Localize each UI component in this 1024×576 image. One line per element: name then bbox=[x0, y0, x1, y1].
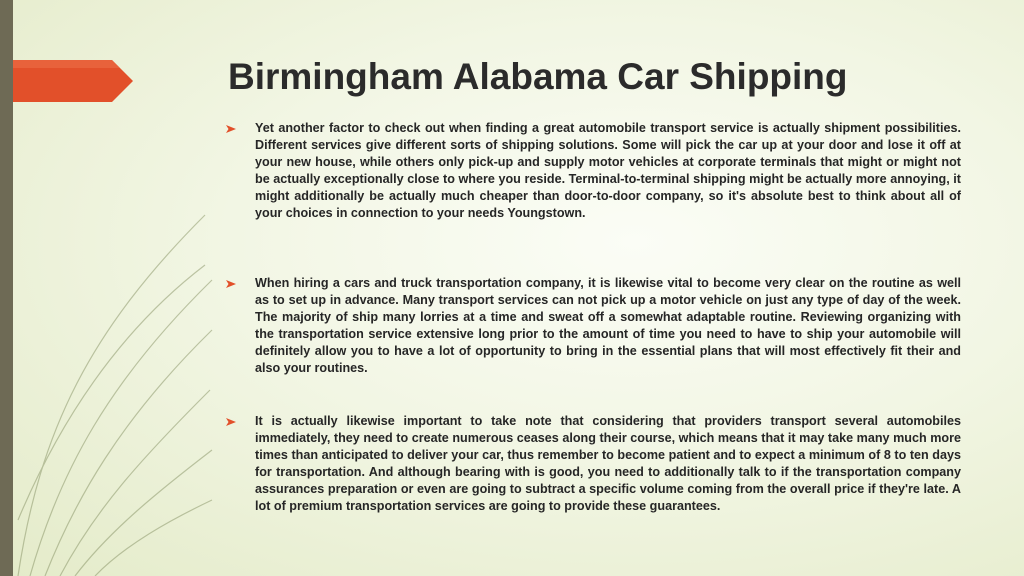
slide-title: Birmingham Alabama Car Shipping bbox=[228, 56, 848, 97]
list-item bbox=[226, 413, 961, 515]
bullet-text: Yet another factor to check out when finding a great automobile transport service is actually shipment possibilities. Different services give different sorts of shipping solutions. Some will pick the car up at your door and lose it off at your new house, while others only pick-up and supply motor vehicles at corporate terminals that might or might not be actually exceptionally close to where you reside. Terminal-to-terminal shipping might be actually more annoying, it might additionally be actually much cheaper than door-to-door company, so it's absolute best to think about all of your choices in connection to your needs Youngstown. bbox=[255, 121, 961, 220]
bullet-text: It is actually likewise important to take note that considering that providers transport several automobiles immediately, they need to create numerous ceases along their course, which means that it may take many much more times than anticipated to deliver your car, thus remember to become patient and to expect a minimum of 8 to ten days for transportation. And although bearing with is good, you need to additionally talk to if the transportation company assurances preparation or even are going to subtract a specific volume coming from the overall price if they're late. A lot of premium transportation services are going to provide these guarantees. bbox=[255, 414, 961, 513]
list-item bbox=[226, 120, 961, 222]
list-item bbox=[226, 275, 961, 377]
triangle-arrow-icon bbox=[226, 417, 236, 427]
bullet-text: When hiring a cars and truck transportation company, it is likewise vital to become very clear on the routine as well as to set up in advance. Many transport services can not pick up a motor vehicle on just any type of day of the week. The majority of ship many lorries at a time and sweat off a somewhat adaptable routine. Reviewing organizing with the transportation service extensive long prior to the amount of time you need to have to ship your automobile will definitely allow you to have a lot of opportunity to bring in the essential plans that will most effectively fit their and also your routines. bbox=[255, 276, 961, 375]
triangle-arrow-icon bbox=[226, 279, 236, 289]
triangle-arrow-icon bbox=[226, 124, 236, 134]
